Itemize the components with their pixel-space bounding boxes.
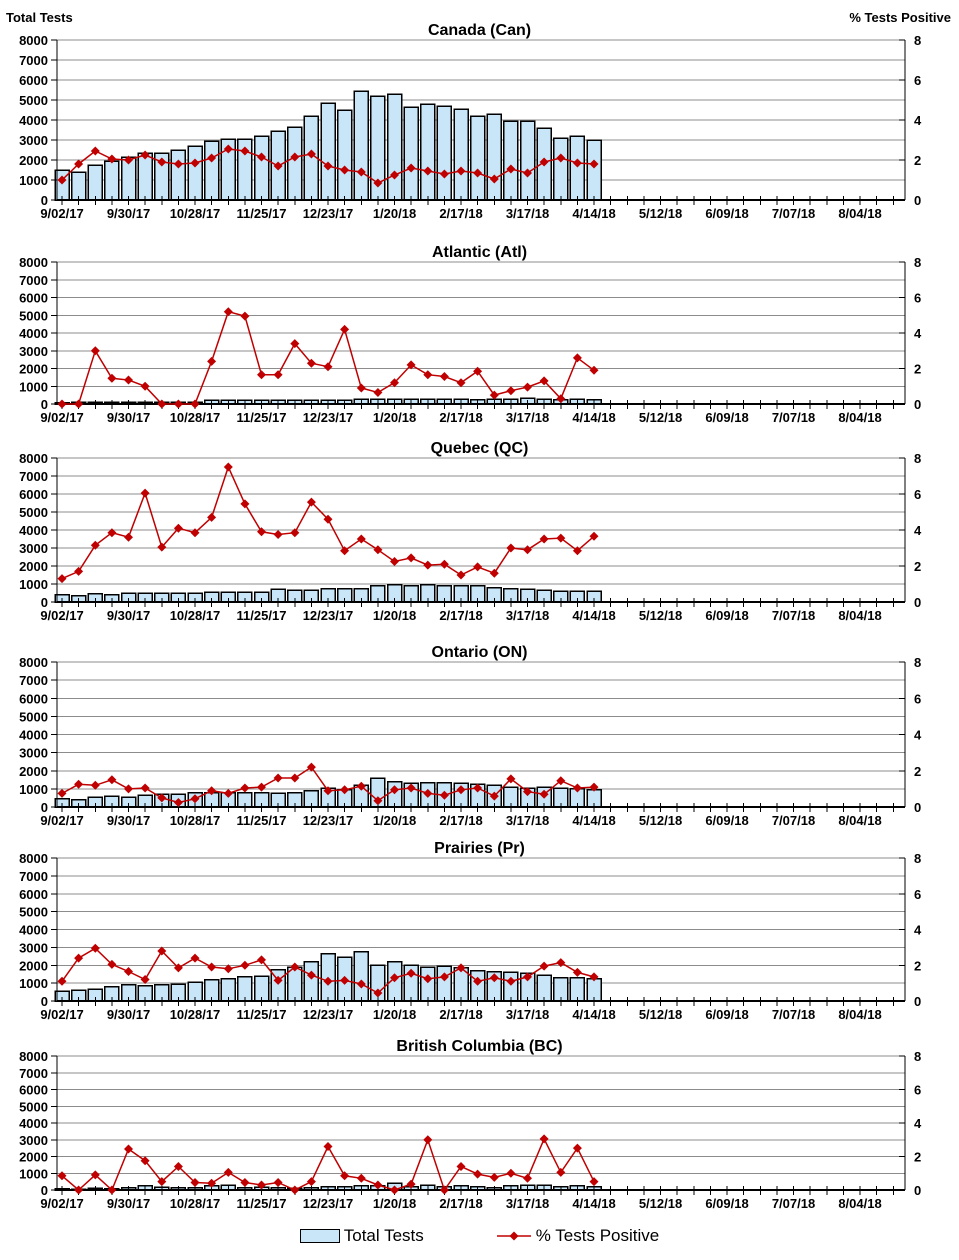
svg-text:2: 2 — [914, 153, 922, 168]
svg-text:0: 0 — [40, 800, 48, 815]
chart-title-prairies: Prairies (Pr) — [434, 840, 525, 857]
chart-atlantic — [19, 255, 922, 425]
svg-text:8/04/18: 8/04/18 — [838, 608, 882, 623]
svg-text:2/17/18: 2/17/18 — [439, 1196, 483, 1211]
svg-text:4: 4 — [914, 1116, 922, 1131]
svg-text:0: 0 — [914, 994, 922, 1009]
chart-title-quebec: Quebec (QC) — [430, 440, 529, 457]
svg-text:2/17/18: 2/17/18 — [439, 1007, 483, 1022]
svg-text:6/09/18: 6/09/18 — [705, 1007, 749, 1022]
svg-text:1/20/18: 1/20/18 — [372, 206, 417, 221]
svg-text:7000: 7000 — [19, 53, 48, 68]
left-axis-title: Total Tests — [6, 10, 73, 25]
svg-text:0: 0 — [914, 193, 922, 208]
svg-text:5000: 5000 — [19, 709, 48, 725]
svg-text:4: 4 — [914, 326, 922, 341]
svg-text:6/09/18: 6/09/18 — [705, 608, 749, 623]
svg-text:8000: 8000 — [19, 33, 48, 48]
svg-text:5000: 5000 — [19, 904, 48, 920]
svg-text:1/20/18: 1/20/18 — [372, 410, 417, 425]
svg-text:7/07/18: 7/07/18 — [771, 1196, 816, 1211]
svg-text:1000: 1000 — [19, 1166, 48, 1182]
gridlines — [57, 458, 905, 584]
svg-text:9/02/17: 9/02/17 — [40, 206, 84, 221]
svg-text:3000: 3000 — [19, 541, 48, 556]
bar-swatch-icon — [300, 1229, 340, 1243]
svg-text:11/25/17: 11/25/17 — [236, 608, 287, 623]
svg-text:9/30/17: 9/30/17 — [106, 1007, 151, 1022]
svg-text:0: 0 — [914, 397, 922, 412]
svg-text:2/17/18: 2/17/18 — [439, 608, 483, 623]
svg-text:0: 0 — [914, 1183, 922, 1198]
svg-text:6/09/18: 6/09/18 — [705, 1196, 749, 1211]
svg-text:11/25/17: 11/25/17 — [236, 813, 287, 828]
svg-text:10/28/17: 10/28/17 — [169, 1196, 221, 1211]
svg-text:2/17/18: 2/17/18 — [439, 206, 483, 221]
svg-text:6/09/18: 6/09/18 — [705, 206, 749, 221]
svg-text:6000: 6000 — [19, 73, 48, 88]
line-diamond-icon — [496, 1230, 532, 1242]
svg-text:5/12/18: 5/12/18 — [638, 206, 683, 221]
svg-text:7/07/18: 7/07/18 — [771, 410, 816, 425]
bars-total-tests — [55, 952, 601, 1001]
svg-text:4/14/18: 4/14/18 — [572, 206, 616, 221]
svg-text:3/17/18: 3/17/18 — [505, 1007, 550, 1022]
svg-text:10/28/17: 10/28/17 — [169, 410, 221, 425]
bars-total-tests — [55, 91, 601, 200]
svg-text:4000: 4000 — [19, 727, 48, 743]
svg-text:11/25/17: 11/25/17 — [236, 1196, 287, 1211]
svg-text:7000: 7000 — [19, 868, 48, 884]
svg-text:6000: 6000 — [19, 1082, 48, 1098]
svg-text:3000: 3000 — [19, 343, 48, 359]
svg-text:9/30/17: 9/30/17 — [106, 1196, 151, 1211]
svg-text:0: 0 — [40, 595, 48, 610]
svg-text:6: 6 — [914, 691, 922, 707]
svg-text:7000: 7000 — [19, 272, 48, 288]
svg-text:10/28/17: 10/28/17 — [169, 206, 221, 221]
svg-text:8/04/18: 8/04/18 — [838, 1196, 882, 1211]
svg-text:7/07/18: 7/07/18 — [771, 1007, 816, 1022]
svg-text:2/17/18: 2/17/18 — [439, 813, 483, 828]
svg-text:2000: 2000 — [19, 763, 48, 779]
svg-text:12/23/17: 12/23/17 — [302, 410, 354, 425]
svg-text:5/12/18: 5/12/18 — [638, 1196, 683, 1211]
svg-text:8000: 8000 — [19, 255, 48, 270]
svg-text:8/04/18: 8/04/18 — [838, 1007, 882, 1022]
svg-text:12/23/17: 12/23/17 — [302, 608, 354, 623]
svg-text:2000: 2000 — [19, 958, 48, 974]
svg-text:8000: 8000 — [19, 655, 48, 670]
gridlines — [57, 1056, 905, 1173]
svg-text:3000: 3000 — [19, 133, 48, 148]
svg-text:6: 6 — [914, 1082, 922, 1098]
svg-text:1/20/18: 1/20/18 — [372, 1196, 417, 1211]
svg-text:0: 0 — [40, 397, 48, 412]
svg-text:3/17/18: 3/17/18 — [505, 206, 550, 221]
pct-positive-line — [58, 307, 599, 408]
svg-text:9/30/17: 9/30/17 — [106, 813, 151, 828]
svg-text:6/09/18: 6/09/18 — [705, 813, 749, 828]
svg-text:5/12/18: 5/12/18 — [638, 1007, 683, 1022]
svg-text:5000: 5000 — [19, 93, 48, 108]
svg-text:10/28/17: 10/28/17 — [169, 1007, 221, 1022]
svg-text:5000: 5000 — [19, 308, 48, 324]
svg-text:2: 2 — [914, 958, 922, 974]
svg-text:9/02/17: 9/02/17 — [40, 608, 84, 623]
svg-text:2000: 2000 — [19, 1149, 48, 1165]
legend — [0, 1226, 959, 1246]
chart-prairies — [19, 851, 922, 1022]
right-axis-title: % Tests Positive — [849, 10, 951, 25]
chart-title-ontario: Ontario (ON) — [431, 644, 528, 661]
svg-text:1000: 1000 — [19, 379, 48, 395]
svg-text:6: 6 — [914, 290, 922, 306]
svg-text:8: 8 — [914, 255, 922, 270]
chart-bc — [19, 1049, 922, 1211]
pct-positive-line — [58, 463, 599, 584]
svg-text:2: 2 — [914, 559, 922, 574]
svg-text:4/14/18: 4/14/18 — [572, 1196, 616, 1211]
svg-text:4: 4 — [914, 922, 922, 938]
svg-text:3/17/18: 3/17/18 — [505, 813, 550, 828]
svg-text:7/07/18: 7/07/18 — [771, 608, 816, 623]
svg-text:6/09/18: 6/09/18 — [705, 410, 749, 425]
chart-title-bc: British Columbia (BC) — [396, 1038, 563, 1055]
svg-text:4/14/18: 4/14/18 — [572, 410, 616, 425]
svg-text:1/20/18: 1/20/18 — [372, 1007, 417, 1022]
svg-text:1/20/18: 1/20/18 — [372, 608, 417, 623]
svg-text:5/12/18: 5/12/18 — [638, 410, 683, 425]
svg-text:0: 0 — [914, 595, 922, 610]
svg-text:2000: 2000 — [19, 153, 48, 168]
svg-text:9/30/17: 9/30/17 — [106, 410, 151, 425]
svg-text:8: 8 — [914, 851, 922, 866]
svg-text:4/14/18: 4/14/18 — [572, 813, 616, 828]
legend-item-pct-positive — [496, 1226, 659, 1246]
svg-text:5/12/18: 5/12/18 — [638, 608, 683, 623]
chart-ontario — [19, 655, 922, 828]
svg-text:5000: 5000 — [19, 505, 48, 520]
svg-text:9/02/17: 9/02/17 — [40, 1196, 84, 1211]
svg-text:10/28/17: 10/28/17 — [169, 608, 221, 623]
svg-text:6: 6 — [914, 73, 922, 88]
svg-text:12/23/17: 12/23/17 — [302, 813, 354, 828]
svg-text:4000: 4000 — [19, 922, 48, 938]
svg-text:6000: 6000 — [19, 691, 48, 707]
svg-text:7000: 7000 — [19, 1065, 48, 1081]
svg-text:2: 2 — [914, 763, 922, 779]
svg-text:2000: 2000 — [19, 361, 48, 377]
chart-title-atlantic: Atlantic (Atl) — [431, 244, 528, 261]
svg-text:4000: 4000 — [19, 113, 48, 128]
svg-text:4: 4 — [914, 727, 922, 743]
svg-text:7000: 7000 — [19, 673, 48, 689]
svg-text:9/02/17: 9/02/17 — [40, 410, 84, 425]
svg-text:8000: 8000 — [19, 1049, 48, 1064]
svg-text:2/17/18: 2/17/18 — [439, 410, 483, 425]
svg-text:4/14/18: 4/14/18 — [572, 1007, 616, 1022]
svg-text:12/23/17: 12/23/17 — [302, 206, 354, 221]
svg-text:6: 6 — [914, 487, 922, 502]
svg-text:6000: 6000 — [19, 886, 48, 902]
svg-text:3/17/18: 3/17/18 — [505, 410, 550, 425]
svg-text:9/02/17: 9/02/17 — [40, 813, 84, 828]
svg-text:1000: 1000 — [19, 781, 48, 797]
chart-quebec — [19, 451, 922, 623]
svg-text:11/25/17: 11/25/17 — [236, 206, 287, 221]
svg-text:3000: 3000 — [19, 745, 48, 761]
svg-text:7/07/18: 7/07/18 — [771, 813, 816, 828]
svg-text:6: 6 — [914, 886, 922, 902]
svg-text:10/28/17: 10/28/17 — [169, 813, 221, 828]
svg-text:0: 0 — [914, 800, 922, 815]
svg-text:7/07/18: 7/07/18 — [771, 206, 816, 221]
svg-text:8000: 8000 — [19, 451, 48, 466]
legend-item-total-tests — [300, 1226, 424, 1246]
svg-text:8/04/18: 8/04/18 — [838, 813, 882, 828]
svg-text:4: 4 — [914, 523, 922, 538]
svg-text:5000: 5000 — [19, 1099, 48, 1115]
svg-text:3000: 3000 — [19, 1132, 48, 1148]
svg-text:12/23/17: 12/23/17 — [302, 1196, 354, 1211]
svg-text:8000: 8000 — [19, 851, 48, 866]
svg-text:6000: 6000 — [19, 487, 48, 502]
gridlines — [57, 262, 905, 386]
svg-text:9/30/17: 9/30/17 — [106, 608, 151, 623]
svg-text:2: 2 — [914, 1149, 922, 1165]
svg-text:11/25/17: 11/25/17 — [236, 410, 287, 425]
svg-text:8: 8 — [914, 33, 922, 48]
svg-text:1000: 1000 — [19, 976, 48, 992]
svg-text:0: 0 — [40, 1183, 48, 1198]
svg-text:0: 0 — [40, 193, 48, 208]
svg-text:8: 8 — [914, 1049, 922, 1064]
svg-text:8: 8 — [914, 655, 922, 670]
svg-text:1000: 1000 — [19, 173, 48, 188]
svg-text:12/23/17: 12/23/17 — [302, 1007, 354, 1022]
svg-text:9/02/17: 9/02/17 — [40, 1007, 84, 1022]
svg-text:4000: 4000 — [19, 326, 48, 341]
svg-text:6000: 6000 — [19, 290, 48, 306]
legend-label-total-tests: Total Tests — [343, 1226, 424, 1245]
svg-text:3000: 3000 — [19, 940, 48, 956]
svg-text:1000: 1000 — [19, 577, 48, 592]
legend-label-pct-positive: % Tests Positive — [535, 1226, 660, 1245]
svg-text:0: 0 — [40, 994, 48, 1009]
svg-text:8/04/18: 8/04/18 — [838, 410, 882, 425]
svg-text:8/04/18: 8/04/18 — [838, 206, 882, 221]
svg-text:3/17/18: 3/17/18 — [505, 1196, 550, 1211]
svg-text:2: 2 — [914, 361, 922, 377]
svg-text:9/30/17: 9/30/17 — [106, 206, 151, 221]
svg-text:1/20/18: 1/20/18 — [372, 813, 417, 828]
svg-text:8: 8 — [914, 451, 922, 466]
svg-text:7000: 7000 — [19, 469, 48, 484]
chart-canada — [19, 33, 922, 221]
svg-text:4: 4 — [914, 113, 922, 128]
svg-text:4000: 4000 — [19, 523, 48, 538]
svg-text:3/17/18: 3/17/18 — [505, 608, 550, 623]
svg-text:4000: 4000 — [19, 1116, 48, 1131]
svg-text:4/14/18: 4/14/18 — [572, 608, 616, 623]
svg-text:2000: 2000 — [19, 559, 48, 574]
chart-title-canada: Canada (Can) — [427, 22, 532, 39]
gridlines — [57, 662, 905, 789]
svg-text:11/25/17: 11/25/17 — [236, 1007, 287, 1022]
svg-text:5/12/18: 5/12/18 — [638, 813, 683, 828]
